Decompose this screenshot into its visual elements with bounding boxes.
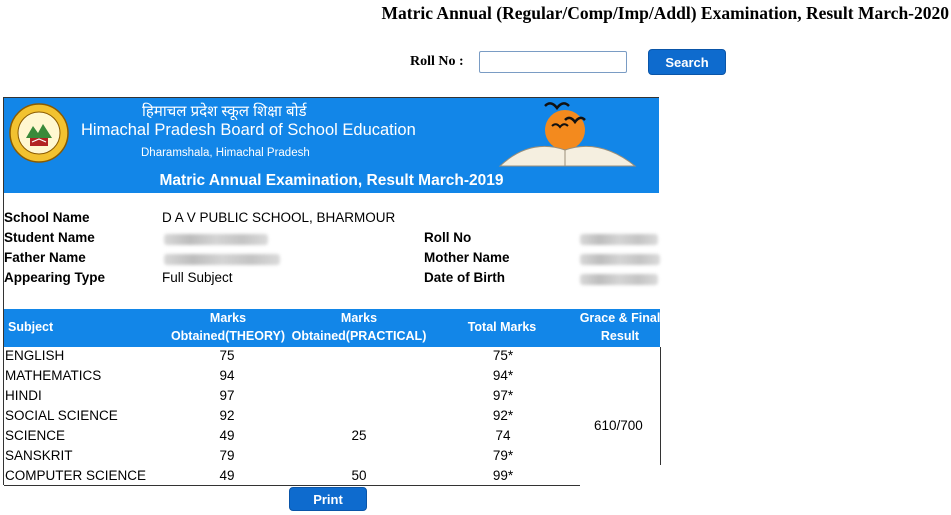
final-result-value: 610/700 [594,418,643,433]
appearing-type-label: Appearing Type [4,270,106,285]
header-practical: Marks Obtained(PRACTICAL) [291,311,427,343]
total-cell: 92* [492,408,514,423]
total-cell: 75* [492,348,514,363]
board-logo [8,102,70,164]
table-row [4,366,584,386]
subject-cell: SOCIAL SCIENCE [5,408,118,423]
subject-cell: SANSKRIT [5,448,73,463]
board-name-hindi: हिमाचल प्रदेश स्कूल शिक्षा बोर्ड [142,103,307,120]
table-row [4,386,584,406]
father-name-label: Father Name [4,250,86,265]
board-location: Dharamshala, Himachal Pradesh [141,147,310,159]
header-subject: Subject [8,320,54,334]
header-theory: Marks Obtained(THEORY) [170,311,286,343]
exam-title: Matric Annual Examination, Result March-2019 [159,171,504,189]
roll-no-label: Roll No : [410,54,464,69]
board-name: Himachal Pradesh Board of School Education [81,121,416,139]
table-row [4,446,584,466]
total-cell: 79* [492,448,514,463]
theory-cell: 75 [219,348,235,363]
subject-cell: ENGLISH [5,348,65,363]
subject-cell: MATHEMATICS [5,368,102,383]
theory-cell: 94 [219,368,235,383]
subject-cell: COMPUTER SCIENCE [5,468,147,483]
school-name-label: School Name [4,210,90,225]
student-name-label: Student Name [4,230,95,245]
mother-name-label: Mother Name [424,250,510,265]
roll-no-input[interactable] [479,51,627,73]
table-bottom-border [4,485,580,486]
total-cell: 99* [492,468,514,483]
dob-redacted [580,274,658,285]
total-cell: 74 [495,428,511,443]
theory-cell: 49 [219,468,235,483]
total-cell: 97* [492,388,514,403]
table-row [4,406,584,426]
theory-cell: 49 [219,428,235,443]
dob-label: Date of Birth [424,270,505,285]
total-cell: 94* [492,368,514,383]
table-row [4,346,584,366]
book-birds-art [490,98,640,170]
practical-cell: 25 [351,428,367,443]
search-button[interactable]: Search [648,49,726,75]
subject-cell: SCIENCE [5,428,66,443]
theory-cell: 79 [219,448,235,463]
table-row [4,426,584,446]
mother-name-redacted [580,254,660,265]
table-row [4,466,584,486]
roll-no-info-label: Roll No [424,230,472,245]
student-name-redacted [164,234,268,245]
theory-cell: 92 [219,408,235,423]
theory-cell: 97 [219,388,235,403]
subject-cell: HINDI [5,388,42,403]
marks-table-header [4,309,660,347]
board-banner [4,98,659,193]
page-title: Matric Annual (Regular/Comp/Imp/Addl) Examination, Result March-2020 [381,3,949,23]
appearing-type-value: Full Subject [162,270,233,285]
father-name-redacted [164,254,280,265]
practical-cell: 50 [351,468,367,483]
school-name-value: D A V PUBLIC SCHOOL, BHARMOUR [162,210,396,225]
result-card [3,97,659,485]
header-total: Total Marks [467,320,537,334]
table-right-border [660,347,661,465]
header-grace-final: Grace & Final Result [579,311,661,343]
print-button[interactable]: Print [289,487,367,511]
roll-no-redacted [580,234,658,245]
